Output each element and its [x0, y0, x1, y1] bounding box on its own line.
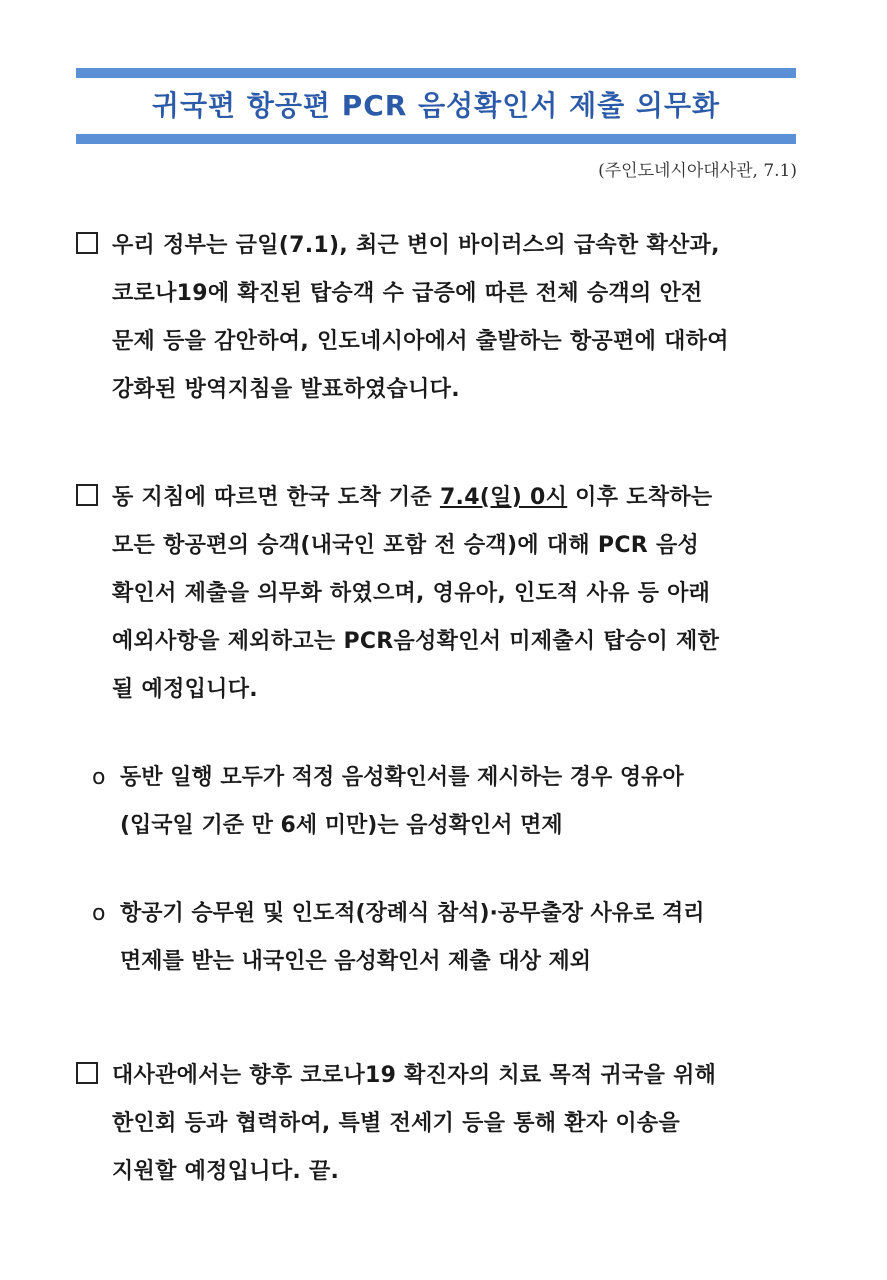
paragraph-3-line: 대사관에서는 향후 코로나19 확진자의 치료 목적 귀국을 위해 [72, 1052, 807, 1100]
paragraph-1-line: 문제 등을 감안하여, 인도네시아에서 출발하는 항공편에 대하여 [112, 329, 729, 354]
paragraph-1-line: 코로나19에 확진된 탑승객 수 급증에 따른 전체 승객의 안전 [112, 281, 703, 306]
sub-item-2: o 항공기 승무원 및 인도적(장례식 참석)·공무출장 사유로 격리 면제를 받는 내국인은 음성확인서 제출 대상 제외 [92, 890, 802, 986]
source-note: (주인도네시아대사관, 7.1) [598, 161, 797, 181]
arrival-deadline: 7.4(일) 0시 [439, 485, 568, 510]
paragraph-2-line: 모든 항공편의 승객(내국인 포함 전 승객)에 대해 PCR 음성 [112, 533, 700, 558]
page-title: 귀국편 항공편 PCR 음성확인서 제출 의무화 [151, 89, 721, 122]
checkbox-square-icon [76, 484, 98, 506]
header-bottom-bar [76, 134, 796, 144]
paragraph-1-line: 강화된 방역지침을 발표하였습니다. [112, 377, 460, 402]
paragraph-3-line: 한인회 등과 협력하여, 특별 전세기 등을 통해 환자 이송을 [112, 1111, 681, 1136]
checkbox-square-icon [76, 232, 98, 254]
paragraph-1 [72, 222, 807, 414]
bullet-o-icon: o [92, 765, 106, 790]
paragraph-2-line: 동 지침에 따르면 한국 도착 기준 7.4(일) 0시 이후 도착하는 [72, 474, 807, 522]
paragraph-3-line: 지원할 예정입니다. 끝. [112, 1159, 340, 1184]
header-top-bar [76, 68, 796, 78]
paragraph-1-line: 우리 정부는 금일(7.1), 최근 변이 바이러스의 급속한 확산과, [72, 222, 807, 270]
paragraph-2-line: 예외사항을 제외하고는 PCR음성확인서 미제출시 탑승이 제한 [112, 629, 720, 654]
paragraph-2-line: 확인서 제출을 의무화 하였으며, 영유아, 인도적 사유 등 아래 [112, 581, 711, 606]
sub-item-1: o 동반 일행 모두가 적정 음성확인서를 제시하는 경우 영유아 (입국일 기준 만 6세 미만)는 음성확인서 면제 [92, 754, 802, 850]
paragraph-2-line: 될 예정입니다. [112, 677, 258, 702]
paragraph-2 [72, 474, 807, 714]
paragraph-3 [72, 1052, 807, 1196]
checkbox-square-icon [76, 1062, 98, 1084]
bullet-o-icon: o [92, 901, 106, 926]
